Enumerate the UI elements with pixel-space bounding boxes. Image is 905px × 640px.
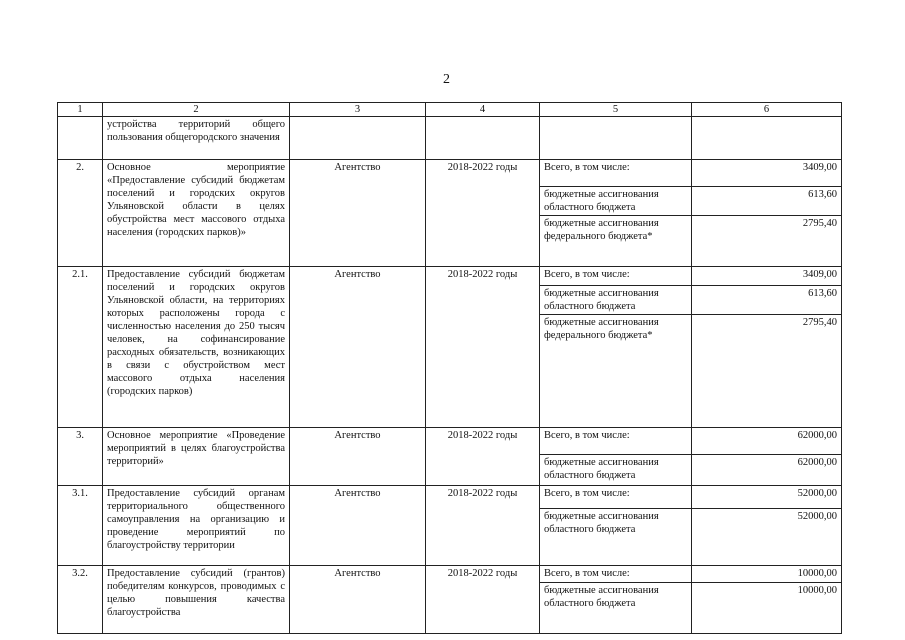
row-number: 3. <box>58 428 103 486</box>
funding-source: бюджетные ассигнования областного бюджета <box>540 187 692 216</box>
row-executor: Агентство <box>290 160 426 267</box>
row-period: 2018-2022 годы <box>426 267 540 428</box>
funding-source: бюджетные ассигнования федерального бюджета* <box>540 216 692 267</box>
funding-amount: 62000,00 <box>692 428 842 455</box>
funding-amount: 52000,00 <box>692 509 842 566</box>
funding-source: бюджетные ассигнования областного бюджета <box>540 509 692 566</box>
funding-source: бюджетные ассигнования областного бюджета <box>540 286 692 315</box>
funding-source: бюджетные ассигнования областного бюджета <box>540 455 692 486</box>
funding-amount: 52000,00 <box>692 486 842 509</box>
row-period: 2018-2022 годы <box>426 160 540 267</box>
funding-source: Всего, в том числе: <box>540 428 692 455</box>
header-cell: 1 <box>58 103 103 117</box>
row-executor: Агентство <box>290 267 426 428</box>
table-row <box>58 160 842 187</box>
funding-source: Всего, в том числе: <box>540 486 692 509</box>
cell-period <box>426 117 540 160</box>
row-number: 2. <box>58 160 103 267</box>
table-body <box>58 103 842 634</box>
header-cell: 4 <box>426 103 540 117</box>
row-number: 3.2. <box>58 566 103 634</box>
row-executor: Агентство <box>290 566 426 634</box>
row-description: Предоставление субсидий бюджетам поселений и городских округов Ульяновской области, на территориях которых расположены города с численностью населения до 250 тысяч человек, на софинансирование расходных обязательств, возникающих в связи с обустройством мест массового отдыха населения (городских парков) <box>103 267 290 428</box>
row-period: 2018-2022 годы <box>426 486 540 566</box>
row-number: 3.1. <box>58 486 103 566</box>
funding-amount: 2795,40 <box>692 315 842 428</box>
cell-value <box>692 117 842 160</box>
funding-amount: 10000,00 <box>692 566 842 583</box>
cell-num <box>58 117 103 160</box>
row-description: Предоставление субсидий органам территориального общественного самоуправления на организацию и проведение мероприятий по благоустройству территории <box>103 486 290 566</box>
funding-source: Всего, в том числе: <box>540 267 692 286</box>
cell-description: устройства территорий общего пользования общегородского значения <box>103 117 290 160</box>
program-table <box>57 102 842 634</box>
table-row <box>58 267 842 286</box>
row-executor: Агентство <box>290 486 426 566</box>
row-description: Основное мероприятие «Предоставление субсидий бюджетам поселений и городских округов Ульяновской области в целях обустройства мест массового отдыха населения (городских парков)» <box>103 160 290 267</box>
funding-amount: 613,60 <box>692 187 842 216</box>
continuation-row <box>58 117 842 160</box>
table-row <box>58 486 842 509</box>
funding-amount: 613,60 <box>692 286 842 315</box>
row-description: Основное мероприятие «Проведение мероприятий в целях благоустройства территорий» <box>103 428 290 486</box>
header-cell: 2 <box>103 103 290 117</box>
header-row <box>58 103 842 117</box>
header-cell: 6 <box>692 103 842 117</box>
funding-source: Всего, в том числе: <box>540 566 692 583</box>
row-period: 2018-2022 годы <box>426 566 540 634</box>
table-row <box>58 428 842 455</box>
page-number: 2 <box>443 72 450 87</box>
funding-amount: 3409,00 <box>692 267 842 286</box>
row-period: 2018-2022 годы <box>426 428 540 486</box>
funding-amount: 10000,00 <box>692 583 842 634</box>
funding-amount: 62000,00 <box>692 455 842 486</box>
cell-executor <box>290 117 426 160</box>
funding-source: бюджетные ассигнования федерального бюджета* <box>540 315 692 428</box>
header-cell: 3 <box>290 103 426 117</box>
cell-source <box>540 117 692 160</box>
table-row <box>58 566 842 583</box>
header-cell: 5 <box>540 103 692 117</box>
row-executor: Агентство <box>290 428 426 486</box>
funding-amount: 3409,00 <box>692 160 842 187</box>
row-description: Предоставление субсидий (грантов) победителям конкурсов, проводимых с целью повышения качества благоустройства <box>103 566 290 634</box>
funding-source: Всего, в том числе: <box>540 160 692 187</box>
funding-source: бюджетные ассигнования областного бюджета <box>540 583 692 634</box>
row-number: 2.1. <box>58 267 103 428</box>
funding-amount: 2795,40 <box>692 216 842 267</box>
